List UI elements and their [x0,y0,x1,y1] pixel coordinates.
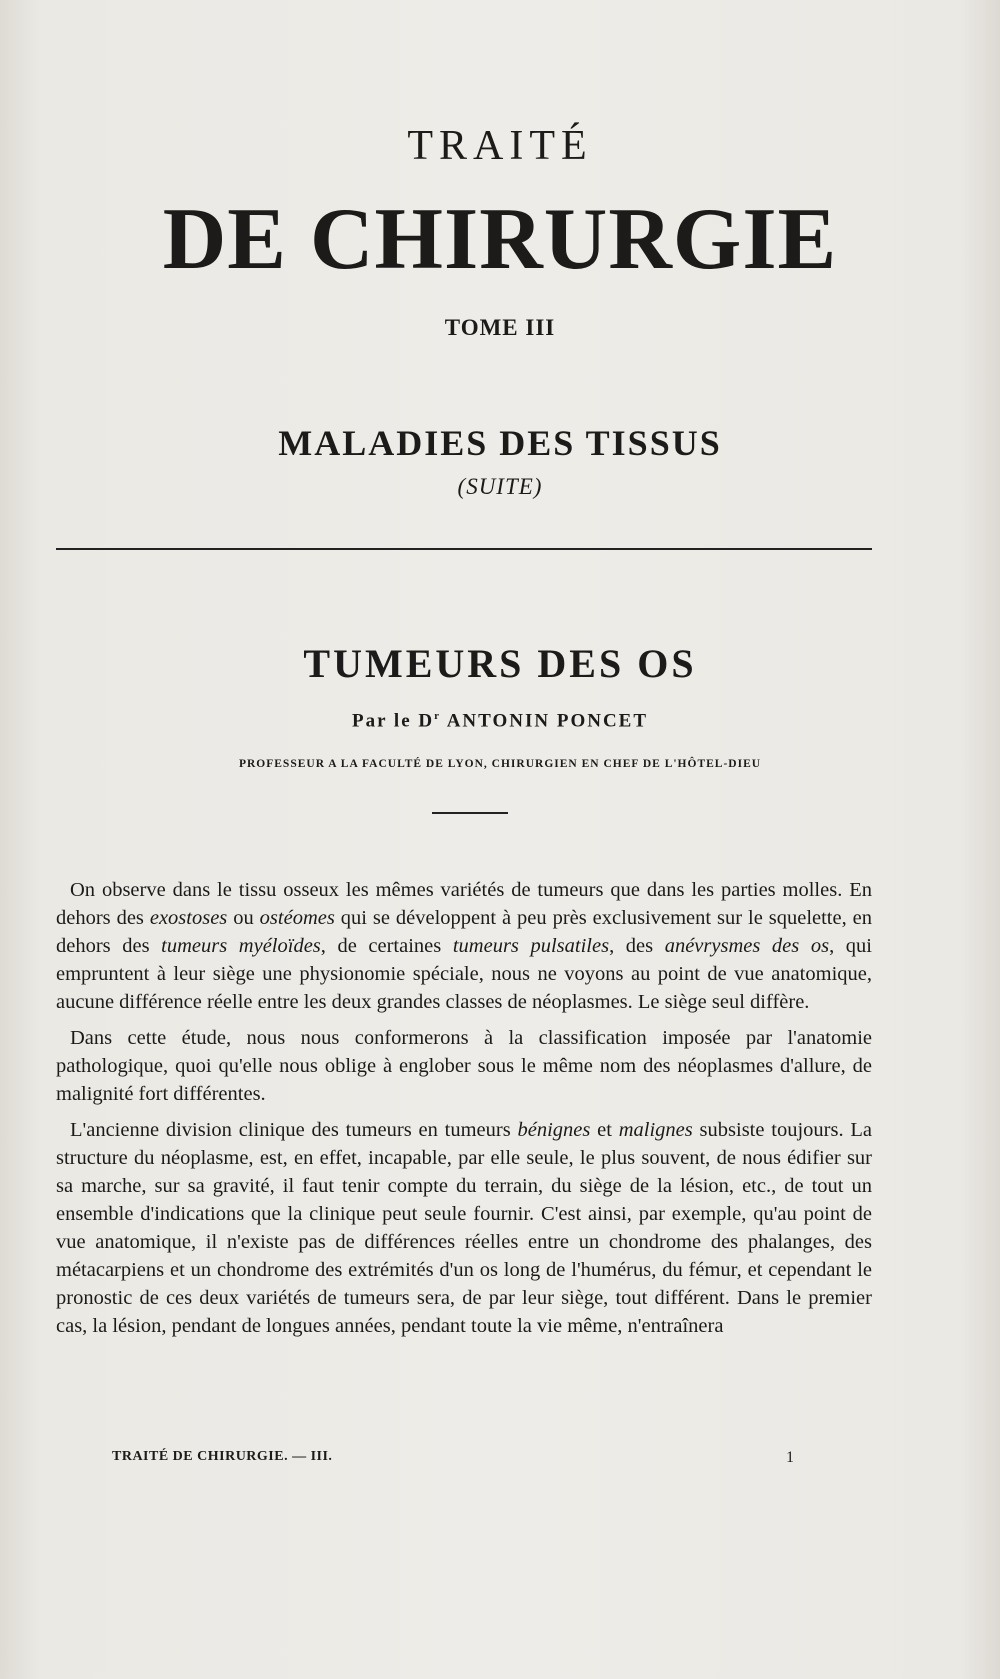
italic-term: exostoses [149,907,228,929]
short-divider-rule [432,812,508,814]
paragraph-3 [56,1116,872,1340]
italic-term: malignes [618,1119,693,1141]
book-title: DE CHIRURGIE [162,191,838,288]
text-run: L'ancienne division clinique des tumeurs en tumeurs [70,1119,518,1141]
page-number: 1 [786,1449,794,1466]
paragraph-2: Dans cette étude, nous nous conformerons à la classification imposée par l'anatomie pathologique, quoi qu'elle nous oblige à englober sous le même nom des néoplasmes d'allure, de malignité fort différentes. [56,1027,872,1105]
text-run: qui se développent à peu près exclusivement sur le squelette, en dehors des [56,907,873,957]
author-affiliation: PROFESSEUR A LA FACULTÉ DE LYON, CHIRURGIEN EN CHEF DE L'HÔTEL-DIEU [238,758,762,770]
author-prefix: Par le D [351,710,435,732]
text-run: , qui empruntent à leur siège une physionomie spéciale, nous ne voyons au point de vue anatomique, aucune différence réelle entre les deux grandes classes de néoplasmes. Le siège seul diffère. [56,935,872,1013]
text-run: , des [609,935,665,957]
author-sup: r [434,710,441,722]
section-title: MALADIES DES TISSUS [278,423,722,463]
italic-term: tumeurs pulsatiles [452,935,610,957]
italic-term: ostéomes [259,907,335,929]
volume-label: TOME III [444,315,556,340]
text-run: subsiste toujours. La structure du néoplasme, est, en effet, incapable, par elle seule, le plus souvent, de nous édifier sur sa marche, sur sa gravité, il faut tenir compte du terrain, du siège de la lésion, etc., de tout un ensemble d'indications que la clinique peut seule fournir. C'est ainsi, par exemple, qu'au point de vue anatomique, il n'existe pas de différences réelles entre un chondrome des phalanges, des métacarpiens et un chondrome des extrémités d'un os long de l'humérus, du fémur, et cependant le pronostic de ces deux variétés de tumeurs sera, de par leur siège, tout différent. Dans le premier cas, la lésion, pendant de longues années, pendant toute la vie même, n'entraînera [56,1119,873,1337]
signature-mark: TRAITÉ DE CHIRURGIE. — III. [112,1449,333,1464]
body-text [56,876,872,1348]
divider-rule [56,548,872,550]
text-run: ou [227,907,260,929]
text-run: On observe dans le tissu osseux les mêmes variétés de tumeurs que dans les parties molles. En dehors des [56,879,872,929]
text-run: et [590,1119,619,1141]
text-run: , de certaines [320,935,453,957]
author-line [0,710,1000,732]
italic-term: anévrysmes des os [664,935,830,957]
author-name: ANTONIN PONCET [446,710,649,732]
italic-term: tumeurs myéloïdes [161,935,321,957]
article-title: TUMEURS DES OS [303,641,697,686]
series-title: TRAITÉ [407,123,593,169]
italic-term: bénignes [517,1119,591,1141]
paragraph-1 [56,876,872,1016]
section-note: (SUITE) [457,474,543,499]
